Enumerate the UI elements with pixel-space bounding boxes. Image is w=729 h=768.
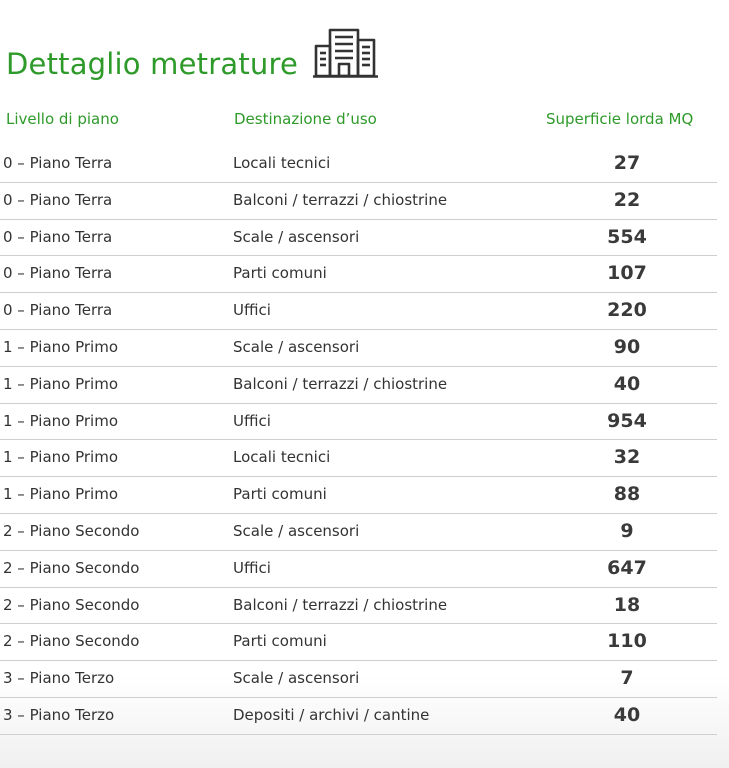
cell-level: 0 – Piano Terra	[3, 154, 113, 172]
cell-level: 1 – Piano Primo	[3, 411, 119, 430]
cell-level: 2 – Piano Secondo	[3, 632, 140, 651]
cell-surface: 9	[620, 519, 634, 542]
page-title: Dettaglio metrature	[6, 47, 299, 81]
cell-level: 0 – Piano Terra	[3, 190, 113, 209]
table-row	[0, 698, 717, 735]
cell-level: 1 – Piano Primo	[3, 448, 119, 467]
cell-surface: 18	[613, 593, 641, 616]
cell-destination: Parti comuni	[233, 485, 327, 504]
cell-surface: 7	[620, 667, 634, 690]
cell-destination: Balconi / terrazzi / chiostrine	[233, 595, 448, 614]
table-row	[0, 661, 717, 698]
cell-destination: Balconi / terrazzi / chiostrine	[233, 374, 448, 393]
table-row	[0, 183, 717, 220]
header-level: Livello di piano	[6, 110, 119, 128]
cell-surface: 88	[613, 483, 641, 506]
cell-surface: 954	[607, 409, 647, 432]
table-row	[0, 588, 717, 625]
cell-destination: Locali tecnici	[233, 448, 331, 467]
cell-level: 2 – Piano Secondo	[3, 558, 140, 577]
cell-destination: Scale / ascensori	[233, 227, 360, 246]
cell-destination: Uffici	[233, 411, 271, 430]
table-body	[0, 146, 717, 735]
table-row	[0, 551, 717, 588]
cell-level: 1 – Piano Primo	[3, 485, 119, 504]
cell-surface: 40	[613, 372, 641, 395]
cell-destination: Parti comuni	[233, 264, 327, 283]
table-row	[0, 293, 717, 330]
table-row	[0, 624, 717, 661]
cell-level: 3 – Piano Terzo	[3, 705, 115, 724]
table-row	[0, 220, 717, 257]
cell-level: 0 – Piano Terra	[3, 301, 113, 320]
cell-surface: 220	[607, 299, 647, 322]
cell-level: 1 – Piano Primo	[3, 374, 119, 393]
building-icon	[312, 26, 380, 80]
cell-surface: 90	[613, 335, 641, 358]
cell-level: 1 – Piano Primo	[3, 337, 119, 356]
cell-level: 2 – Piano Secondo	[3, 521, 140, 540]
table-header	[0, 110, 717, 134]
cell-surface: 107	[607, 262, 647, 285]
cell-surface: 32	[613, 446, 641, 469]
cell-surface: 554	[607, 225, 647, 248]
cell-surface: 647	[607, 556, 647, 579]
table-row	[0, 256, 717, 293]
header-surface: Superficie lorda MQ	[546, 110, 694, 128]
cell-level: 0 – Piano Terra	[3, 264, 113, 283]
cell-level: 0 – Piano Terra	[3, 227, 113, 246]
cell-destination: Parti comuni	[233, 632, 327, 651]
table-row	[0, 404, 717, 441]
cell-surface: 40	[613, 703, 641, 726]
cell-surface: 22	[613, 188, 641, 211]
cell-destination: Uffici	[233, 301, 271, 320]
cell-level: 2 – Piano Secondo	[3, 595, 140, 614]
table-row	[0, 477, 717, 514]
cell-destination: Scale / ascensori	[233, 337, 360, 356]
cell-destination: Locali tecnici	[233, 154, 331, 172]
cell-level: 3 – Piano Terzo	[3, 669, 115, 688]
cell-destination: Scale / ascensori	[233, 521, 360, 540]
table-row	[0, 146, 717, 183]
cell-destination: Uffici	[233, 558, 271, 577]
table-row	[0, 330, 717, 367]
cell-destination: Balconi / terrazzi / chiostrine	[233, 190, 448, 209]
table-row	[0, 514, 717, 551]
cell-destination: Scale / ascensori	[233, 669, 360, 688]
header-destination: Destinazione d’uso	[234, 110, 377, 128]
title-row	[6, 24, 380, 82]
cell-surface: 27	[613, 152, 641, 174]
cell-destination: Depositi / archivi / cantine	[233, 705, 430, 724]
cell-surface: 110	[607, 630, 647, 653]
table-row	[0, 440, 717, 477]
table-row	[0, 367, 717, 404]
